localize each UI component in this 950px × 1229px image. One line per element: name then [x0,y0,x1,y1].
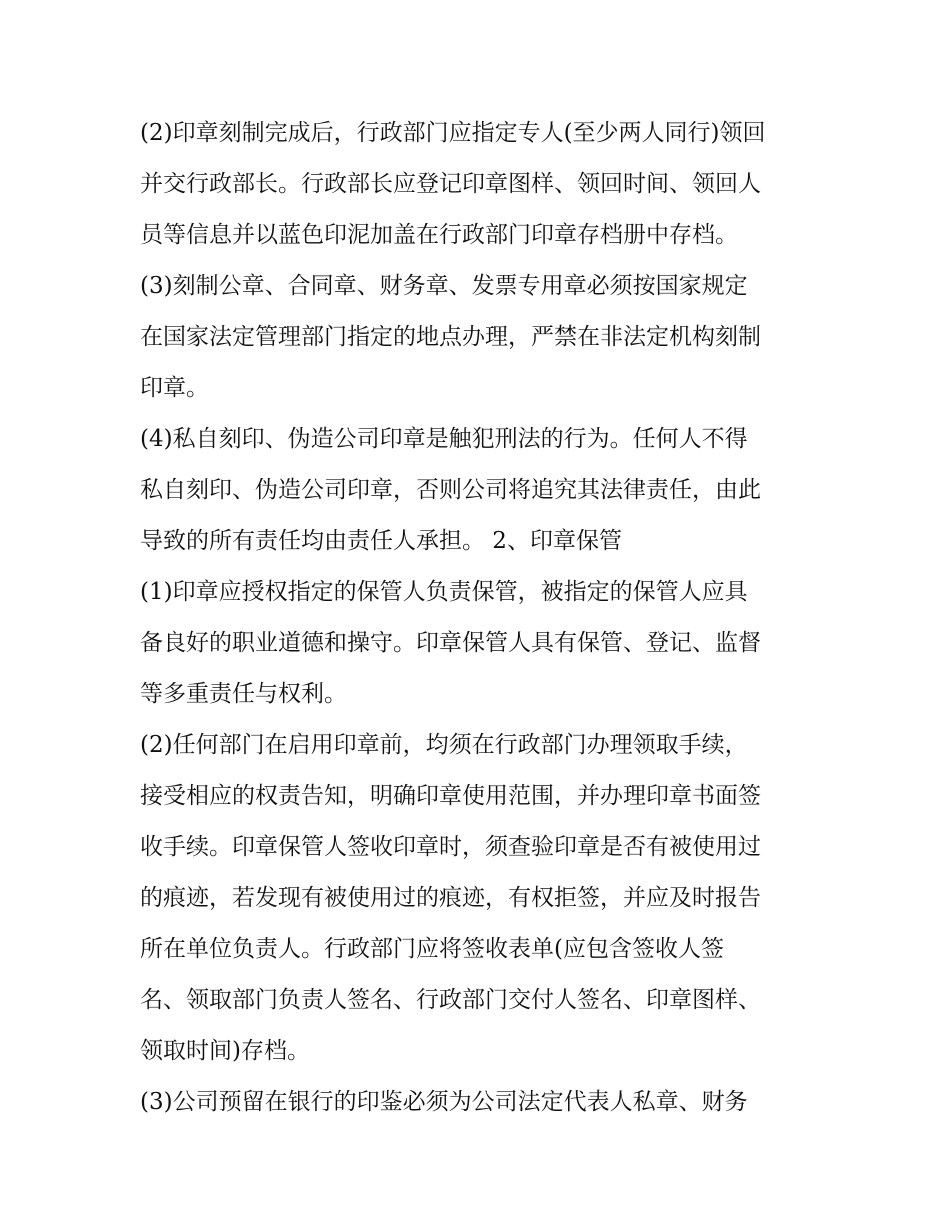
text-line: 印章。 [140,375,209,401]
text-line: 员等信息并以蓝色印泥加盖在行政部门印章存档册中存档。 [140,222,738,248]
text-line: (4)私自刻印、伪造公司印章是触犯刑法的行为。任何人不得 [140,426,748,452]
text-line: (3)公司预留在银行的印鉴必须为公司法定代表人私章、财务 [140,1089,748,1115]
text-line: 收手续。印章保管人签收印章时，须查验印章是否有被使用过 [140,834,761,860]
text-line: (2)任何部门在启用印章前，均须在行政部门办理领取手续， [140,732,748,758]
text-line: (3)刻制公章、合同章、财务章、发票专用章必须按国家规定 [140,273,748,299]
text-line: 领取时间)存档。 [140,1038,310,1064]
text-line: 接受相应的权责告知，明确印章使用范围，并办理印章书面签 [140,783,761,809]
text-line: 私自刻印、伪造公司印章，否则公司将追究其法律责任，由此 [140,477,761,503]
document-body [140,108,820,1128]
text-line: (2)印章刻制完成后，行政部门应指定专人(至少两人同行)领回 [140,120,766,146]
text-line: 所在单位负责人。行政部门应将签收表单(应包含签收人签 [140,936,724,962]
text-line: (1)印章应授权指定的保管人负责保管，被指定的保管人应具 [140,579,748,605]
text-line: 并交行政部长。行政部长应登记印章图样、领回时间、领回人 [140,171,761,197]
text-line: 等多重责任与权利。 [140,681,347,707]
text-line: 导致的所有责任均由责任人承担。 2、印章保管 [140,528,622,554]
text-line: 备良好的职业道德和操守。印章保管人具有保管、登记、监督 [140,630,761,656]
text-line: 在国家法定管理部门指定的地点办理，严禁在非法定机构刻制 [140,324,761,350]
text-line: 名、领取部门负责人签名、行政部门交付人签名、印章图样、 [140,987,761,1013]
text-line: 的痕迹，若发现有被使用过的痕迹，有权拒签，并应及时报告 [140,885,761,911]
